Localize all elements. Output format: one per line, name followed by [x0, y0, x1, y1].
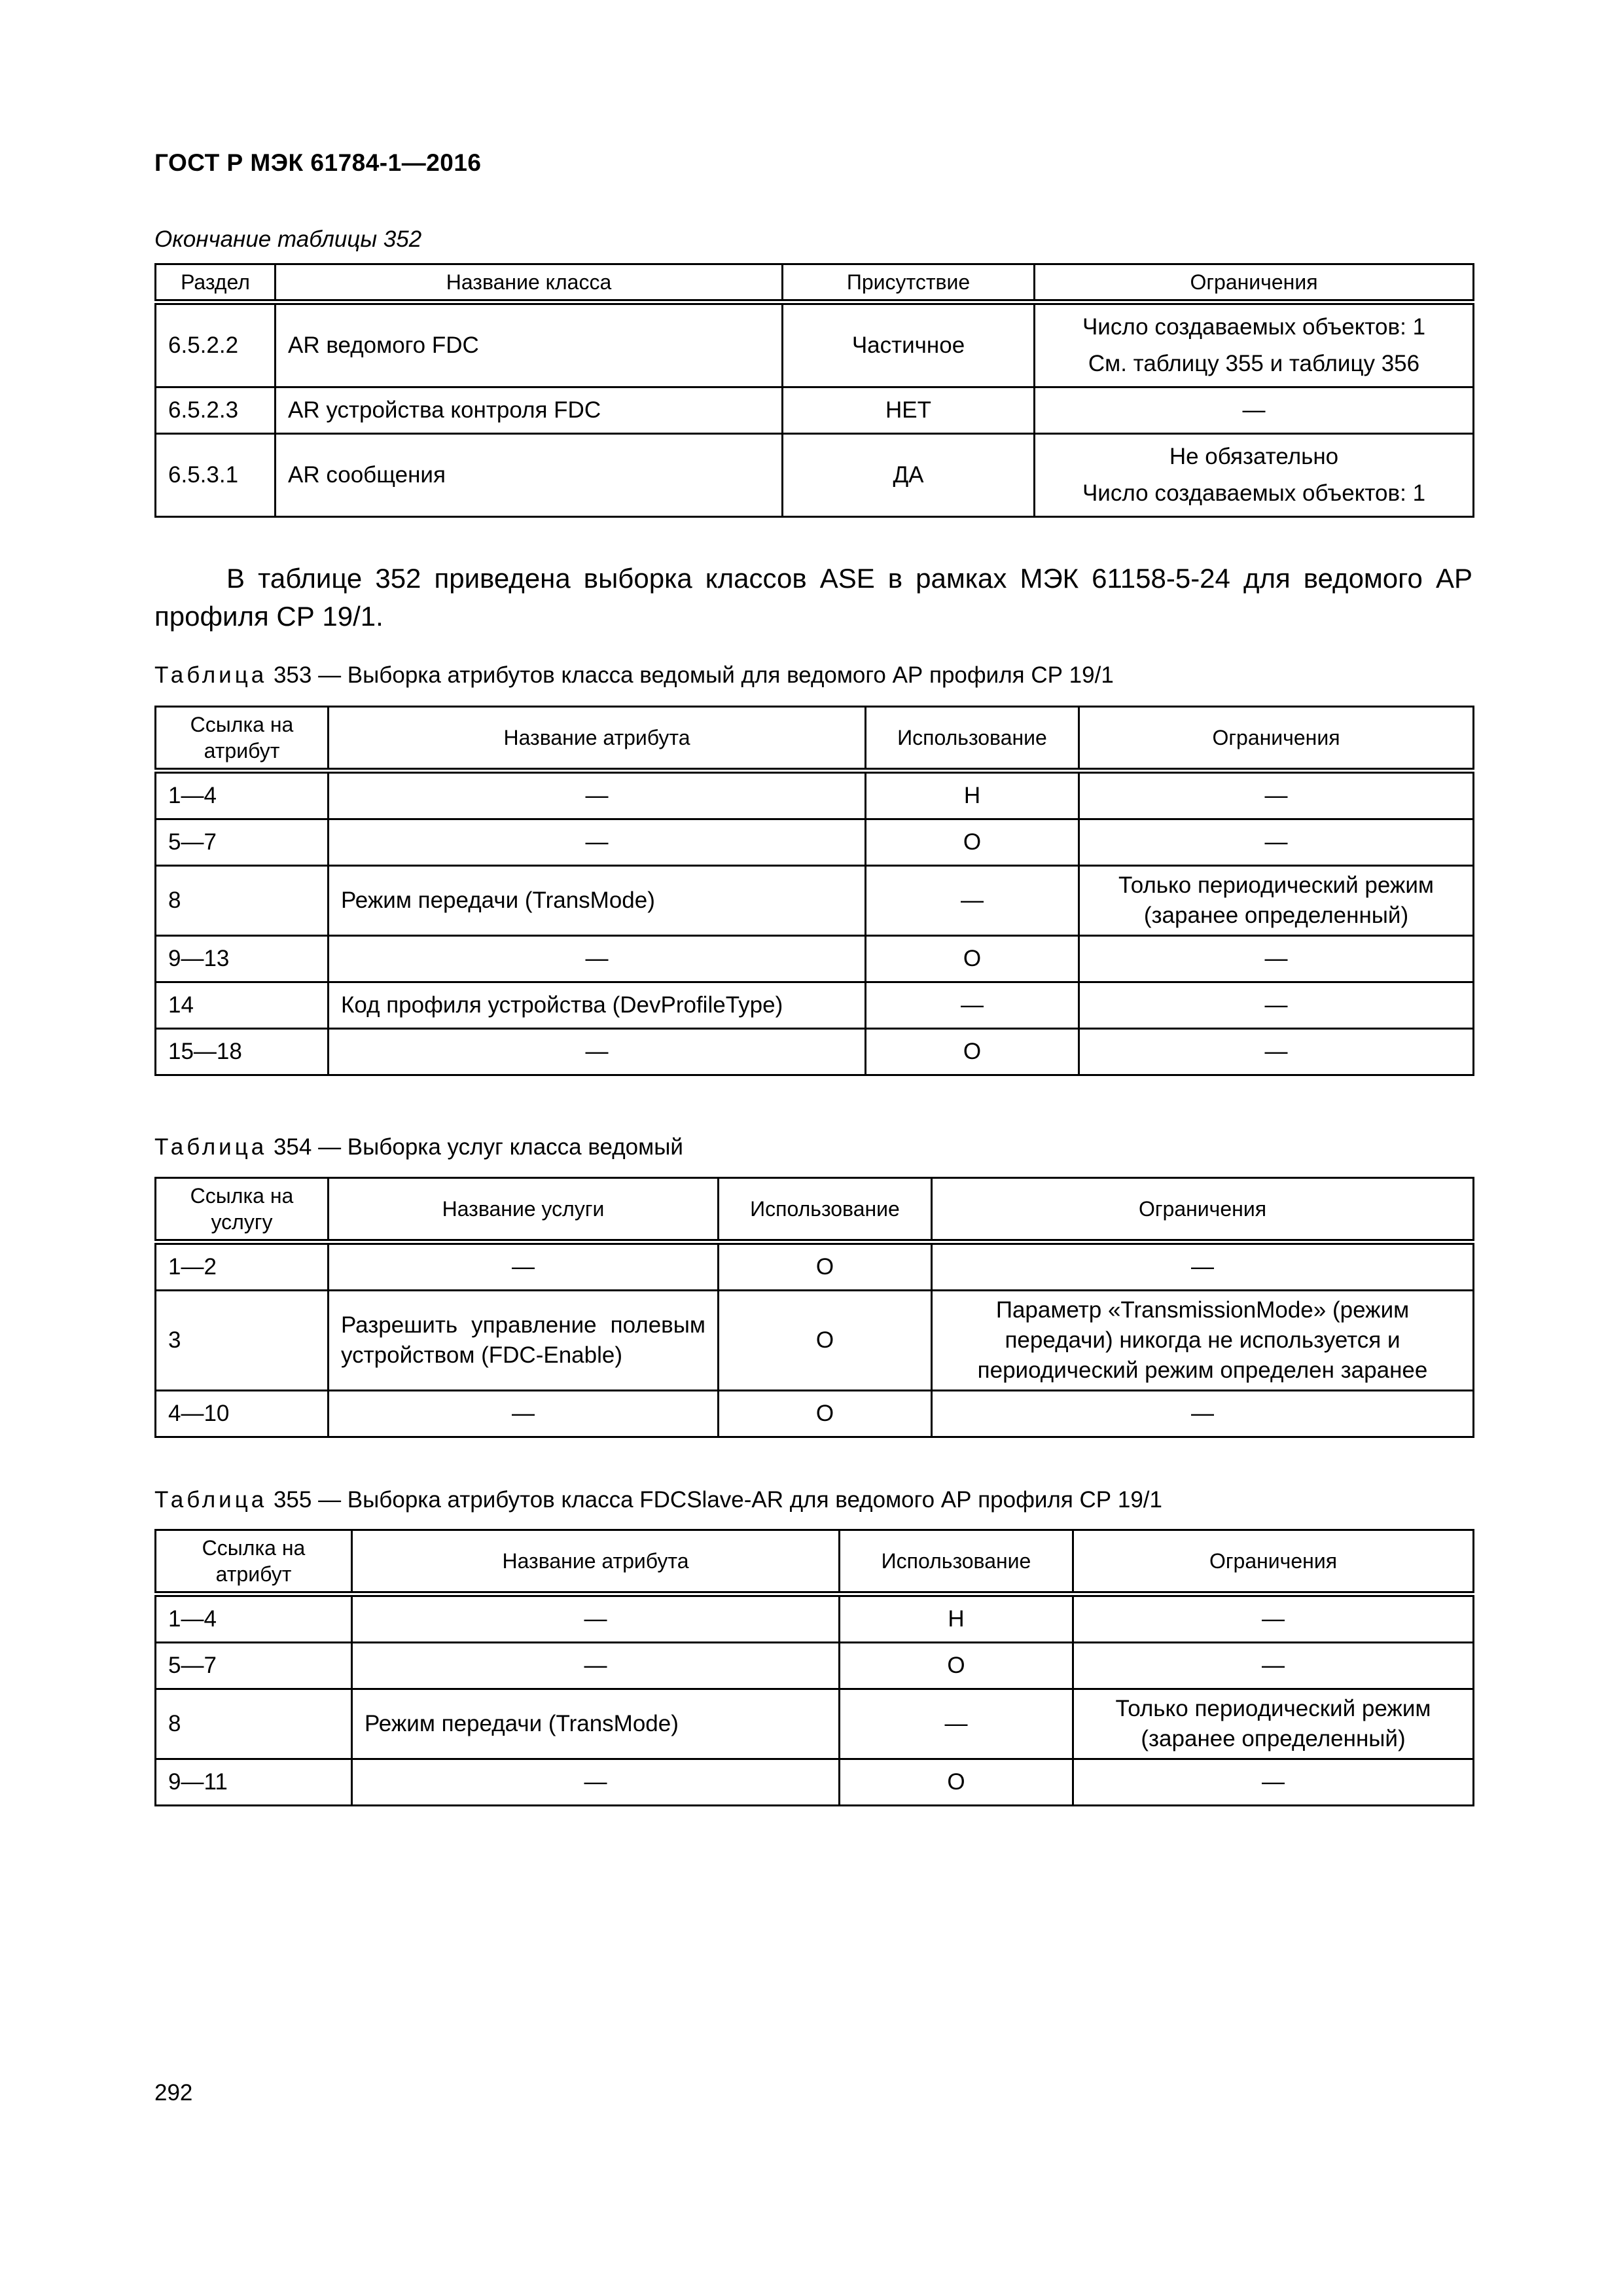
table-row — [156, 434, 1474, 517]
table-header-row — [156, 264, 1474, 302]
use-cell: О — [719, 1391, 932, 1437]
ref-cell: 5—7 — [156, 819, 329, 866]
limits-line: Не обязательно — [1169, 444, 1339, 469]
ref-cell: 9—13 — [156, 936, 329, 982]
table-title: 353 — Выборка атрибутов класса ведомый для ведомого АР профиля СР 19/1 — [267, 662, 1114, 688]
column-header: Присутствие — [783, 264, 1035, 302]
use-cell: О — [719, 1291, 932, 1391]
name-cell: — — [329, 1242, 719, 1291]
limits-cell: — — [1079, 982, 1474, 1029]
table-row — [156, 1643, 1474, 1689]
name-cell: Режим передачи (TransMode) — [329, 866, 866, 936]
limits-cell: Только периодический режим (заранее определенный) — [1073, 1689, 1474, 1759]
presence-cell: ДА — [783, 434, 1035, 517]
use-cell: О — [866, 819, 1079, 866]
column-header: Название услуги — [329, 1178, 719, 1242]
name-cell: — — [329, 1391, 719, 1437]
column-header: Название атрибута — [329, 707, 866, 771]
table-row — [156, 1689, 1474, 1759]
limits-cell: — — [1079, 936, 1474, 982]
table-352-caption: Окончание таблицы 352 — [154, 226, 422, 252]
column-header: Название класса — [276, 264, 783, 302]
class-name-cell: AR устройства контроля FDC — [276, 387, 783, 434]
table-row — [156, 1029, 1474, 1075]
table-row — [156, 771, 1474, 819]
table-354 — [154, 1177, 1474, 1438]
ref-cell: 1—4 — [156, 1594, 352, 1643]
table-row — [156, 387, 1474, 434]
page-number: 292 — [154, 2080, 193, 2106]
use-cell: — — [866, 982, 1079, 1029]
use-cell: — — [840, 1689, 1073, 1759]
table-label: Таблица — [154, 662, 268, 688]
table-353 — [154, 706, 1474, 1076]
column-header: Ссылка на атрибут — [156, 707, 329, 771]
ref-cell: 3 — [156, 1291, 329, 1391]
limits-cell: — — [1035, 387, 1474, 434]
limits-line: Число создаваемых объектов: 1 — [1082, 480, 1426, 506]
table-header-row — [156, 1530, 1474, 1594]
use-cell: О — [866, 1029, 1079, 1075]
table-row — [156, 1391, 1474, 1437]
use-cell: О — [719, 1242, 932, 1291]
limits-line: См. таблицу 355 и таблицу 356 — [1088, 351, 1420, 376]
table-row — [156, 936, 1474, 982]
ref-cell: 4—10 — [156, 1391, 329, 1437]
limits-cell: — — [932, 1391, 1474, 1437]
limits-cell: Параметр «TransmissionMode» (режим передачи) никогда не используется и периодический режим определен заранее — [932, 1291, 1474, 1391]
table-row — [156, 302, 1474, 387]
use-cell: Н — [866, 771, 1079, 819]
name-cell: Код профиля устройства (DevProfileType) — [329, 982, 866, 1029]
ref-cell: 5—7 — [156, 1643, 352, 1689]
column-header: Ссылка на услугу — [156, 1178, 329, 1242]
ref-cell: 8 — [156, 1689, 352, 1759]
ref-cell: 8 — [156, 866, 329, 936]
table-row — [156, 866, 1474, 936]
ref-cell: 15—18 — [156, 1029, 329, 1075]
column-header: Ссылка на атрибут — [156, 1530, 352, 1594]
section-cell: 6.5.2.3 — [156, 387, 276, 434]
limits-cell: — — [932, 1242, 1474, 1291]
ref-cell: 14 — [156, 982, 329, 1029]
column-header: Название атрибута — [352, 1530, 840, 1594]
use-cell: О — [840, 1643, 1073, 1689]
limits-cell: Только периодический режим (заранее определенный) — [1079, 866, 1474, 936]
table-title: 355 — Выборка атрибутов класса FDCSlave-AR для ведомого АР профиля СР 19/1 — [267, 1487, 1162, 1513]
limits-line: Число создаваемых объектов: 1 — [1082, 314, 1426, 340]
presence-cell: Частичное — [783, 302, 1035, 387]
limits-cell: — — [1073, 1759, 1474, 1806]
use-cell: О — [866, 936, 1079, 982]
name-cell: — — [352, 1594, 840, 1643]
limits-cell: — — [1079, 771, 1474, 819]
table-label: Таблица — [154, 1134, 268, 1160]
column-header: Ограничения — [932, 1178, 1474, 1242]
table-355-caption — [154, 1487, 1162, 1513]
table-title: 354 — Выборка услуг класса ведомый — [267, 1134, 683, 1160]
presence-cell: НЕТ — [783, 387, 1035, 434]
column-header: Использование — [719, 1178, 932, 1242]
column-header: Использование — [866, 707, 1079, 771]
name-cell: — — [352, 1759, 840, 1806]
table-row — [156, 819, 1474, 866]
table-354-caption — [154, 1134, 683, 1160]
use-cell: Н — [840, 1594, 1073, 1643]
table-label: Таблица — [154, 1487, 268, 1513]
document-header: ГОСТ Р МЭК 61784-1—2016 — [154, 149, 482, 176]
ref-cell: 1—2 — [156, 1242, 329, 1291]
name-cell: — — [352, 1643, 840, 1689]
limits-cell — [1035, 434, 1474, 517]
limits-cell: — — [1079, 1029, 1474, 1075]
table-row — [156, 982, 1474, 1029]
name-cell: — — [329, 1029, 866, 1075]
table-row — [156, 1291, 1474, 1391]
table-352 — [154, 263, 1474, 518]
use-cell: — — [866, 866, 1079, 936]
column-header: Ограничения — [1079, 707, 1474, 771]
table-row — [156, 1594, 1474, 1643]
column-header: Ограничения — [1035, 264, 1474, 302]
table-355 — [154, 1529, 1474, 1806]
section-cell: 6.5.2.2 — [156, 302, 276, 387]
class-name-cell: AR ведомого FDC — [276, 302, 783, 387]
use-cell: О — [840, 1759, 1073, 1806]
limits-cell: — — [1073, 1643, 1474, 1689]
name-cell: Режим передачи (TransMode) — [352, 1689, 840, 1759]
name-cell: — — [329, 936, 866, 982]
ref-cell: 9—11 — [156, 1759, 352, 1806]
table-header-row — [156, 707, 1474, 771]
column-header: Раздел — [156, 264, 276, 302]
name-cell: — — [329, 819, 866, 866]
table-header-row — [156, 1178, 1474, 1242]
table-353-caption — [154, 662, 1114, 689]
class-name-cell: AR сообщения — [276, 434, 783, 517]
table-row — [156, 1759, 1474, 1806]
ref-cell: 1—4 — [156, 771, 329, 819]
limits-cell — [1035, 302, 1474, 387]
body-paragraph: В таблице 352 приведена выборка классов ASE в рамках МЭК 61158-5-24 для ведомого АР профиля СР 19/1. — [154, 563, 1472, 632]
table-row — [156, 1242, 1474, 1291]
column-header: Использование — [840, 1530, 1073, 1594]
limits-cell: — — [1079, 819, 1474, 866]
name-cell: Разрешить управление полевым устройством (FDC-Enable) — [329, 1291, 719, 1391]
section-cell: 6.5.3.1 — [156, 434, 276, 517]
column-header: Ограничения — [1073, 1530, 1474, 1594]
limits-cell: — — [1073, 1594, 1474, 1643]
name-cell: — — [329, 771, 866, 819]
